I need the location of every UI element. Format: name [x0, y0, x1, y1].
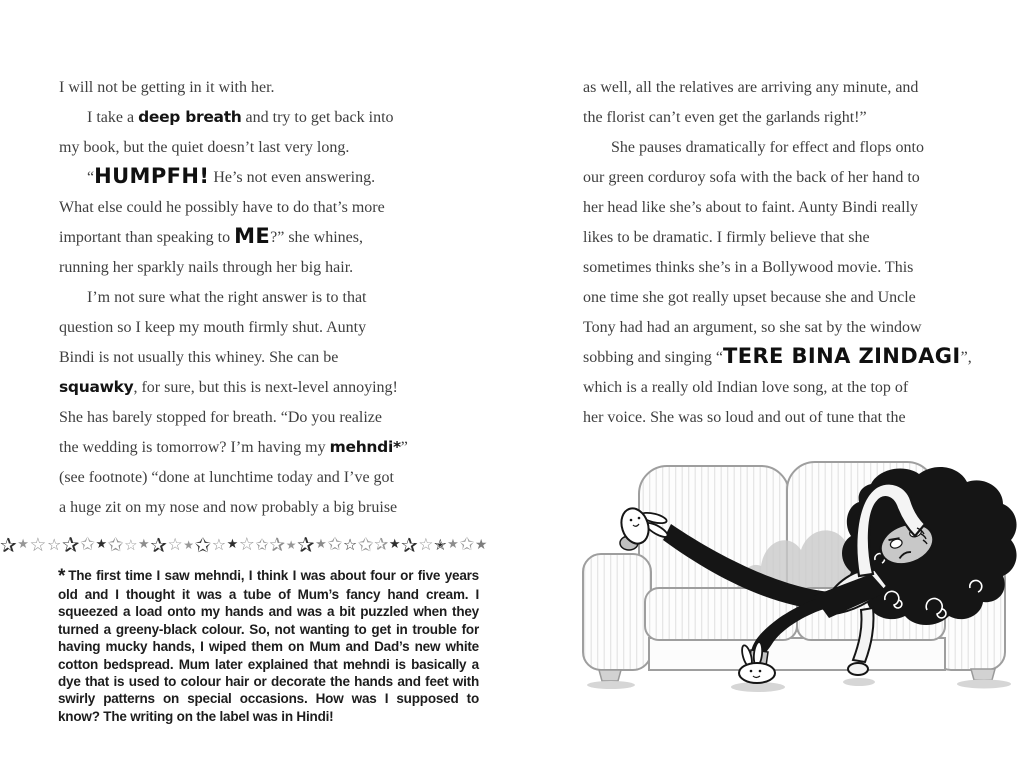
star-icon: ✰: [0, 532, 18, 557]
text-line: She pauses dramatically for effect and flops onto: [611, 139, 924, 156]
hand-on-floor: [848, 663, 868, 675]
star-icon: ☆: [418, 534, 435, 555]
star-icon: ★: [285, 537, 297, 552]
star-icon: ✰: [374, 534, 389, 555]
footnote: [58, 567, 479, 725]
text-line: which is a really old Indian love song, at the top of: [583, 379, 909, 396]
star-icon: ☆: [29, 533, 47, 556]
star-icon: ★: [315, 536, 328, 552]
text-line: the florist can’t even get the garlands right!”: [583, 109, 867, 126]
text-line: I will not be getting in it with her.: [59, 79, 275, 96]
text-line: squawky, for sure, but this is next-level annoying!: [59, 378, 398, 396]
text-line: my book, but the quiet doesn’t last very long.: [59, 139, 350, 156]
floor-shadows: [587, 678, 1011, 692]
star-icon: ✩: [357, 533, 375, 556]
text-line: sometimes thinks she’s in a Bollywood movie. This: [583, 259, 914, 276]
text-line: her voice. She was so loud and out of tune that the: [583, 409, 906, 426]
text-line: likes to be dramatic. I firmly believe that she: [583, 229, 870, 246]
text-line: “HUMPFH! He’s not even answering.: [87, 164, 376, 188]
star-icon: ✭: [434, 535, 448, 554]
text-line: running her sparkly nails through her big hair.: [59, 259, 354, 276]
star-icon: ✰: [150, 532, 168, 557]
star-icon: ★: [138, 536, 151, 552]
star-icon: ✩: [459, 533, 475, 555]
star-icon: ★: [95, 536, 108, 552]
star-icon: ★: [447, 536, 460, 552]
text-line: question so I keep my mouth firmly shut. Aunty: [59, 319, 367, 336]
text-line: What else could he possibly have to do that’s more: [59, 199, 385, 216]
text-line: a huge zit on my nose and now probably a big bruise: [59, 499, 398, 516]
star-icon: ☆: [167, 534, 184, 555]
text-line: our green corduroy sofa with the back of her hand to: [583, 169, 920, 186]
left-page-text: [59, 73, 484, 523]
footnote-asterisk-icon: *: [58, 566, 66, 587]
star-divider-row: [0, 529, 532, 561]
star-icon: ✰: [269, 533, 286, 556]
star-icon: ✩: [79, 533, 96, 555]
left-armrest: [583, 554, 651, 670]
star-icon: ✰: [296, 532, 316, 557]
star-icon: ✩: [327, 533, 343, 555]
star-icon: ✩: [107, 533, 125, 556]
text-line: sobbing and singing “TERE BINA ZINDAGI”,: [583, 344, 972, 368]
text-line: the wedding is tomorrow? I’m having my mehndi*”: [59, 438, 408, 456]
text-line: Tony had had an argument, so she sat by the window: [583, 319, 922, 336]
star-icon: ★: [183, 537, 195, 552]
star-icon: ★: [226, 536, 239, 552]
text-line: important than speaking to ME?” she whines,: [59, 224, 363, 248]
star-icon: ★: [388, 536, 402, 552]
text-line: her head like she’s about to faint. Aunty Bindi really: [583, 199, 919, 216]
footnote-text: The first time I saw mehndi, I think I was about four or five years old and I thought it was a tube of Mum’s fancy hand cream. I squeezed a load onto my hands and was a bit puzzled when they turned a greeny-black colour. So, not wanting to get in trouble for having mucky hands, I wiped them on Mum and Dad’s new white cotton bedspread. Mum later explained that mehndi is basically a dye that is used to colour hair or decorate the hands and feet with swirly patterns on special occasions. How was I supposed to know? The writing on the label was in Hindi!: [58, 568, 479, 724]
star-icon: ✰: [401, 532, 419, 557]
star-icon: ☆: [238, 533, 256, 555]
star-icon: ★: [474, 536, 488, 553]
text-line: Bindi is not usually this whiney. She can be: [59, 349, 339, 366]
text-line: She has barely stopped for breath. “Do you realize: [59, 409, 382, 426]
star-icon: ☆: [124, 535, 139, 554]
star-icon: ☆: [46, 534, 62, 554]
text-line: (see footnote) “done at lunchtime today and I’ve got: [59, 469, 394, 486]
right-page-text: [583, 73, 983, 433]
star-icon: ★: [17, 536, 30, 552]
sofa-illustration: [575, 440, 1024, 779]
text-line: I’m not sure what the right answer is to that: [87, 289, 367, 306]
star-icon: ☆: [342, 534, 358, 554]
text-line: I take a deep breath and try to get back into: [87, 108, 394, 126]
star-icon: ✩: [194, 532, 212, 557]
star-icon: ☆: [211, 534, 227, 554]
text-line: as well, all the relatives are arriving any minute, and: [583, 79, 919, 96]
star-icon: ✩: [255, 534, 270, 554]
star-icon: ✰: [61, 532, 80, 557]
text-line: one time she got really upset because she and Uncle: [583, 289, 916, 306]
